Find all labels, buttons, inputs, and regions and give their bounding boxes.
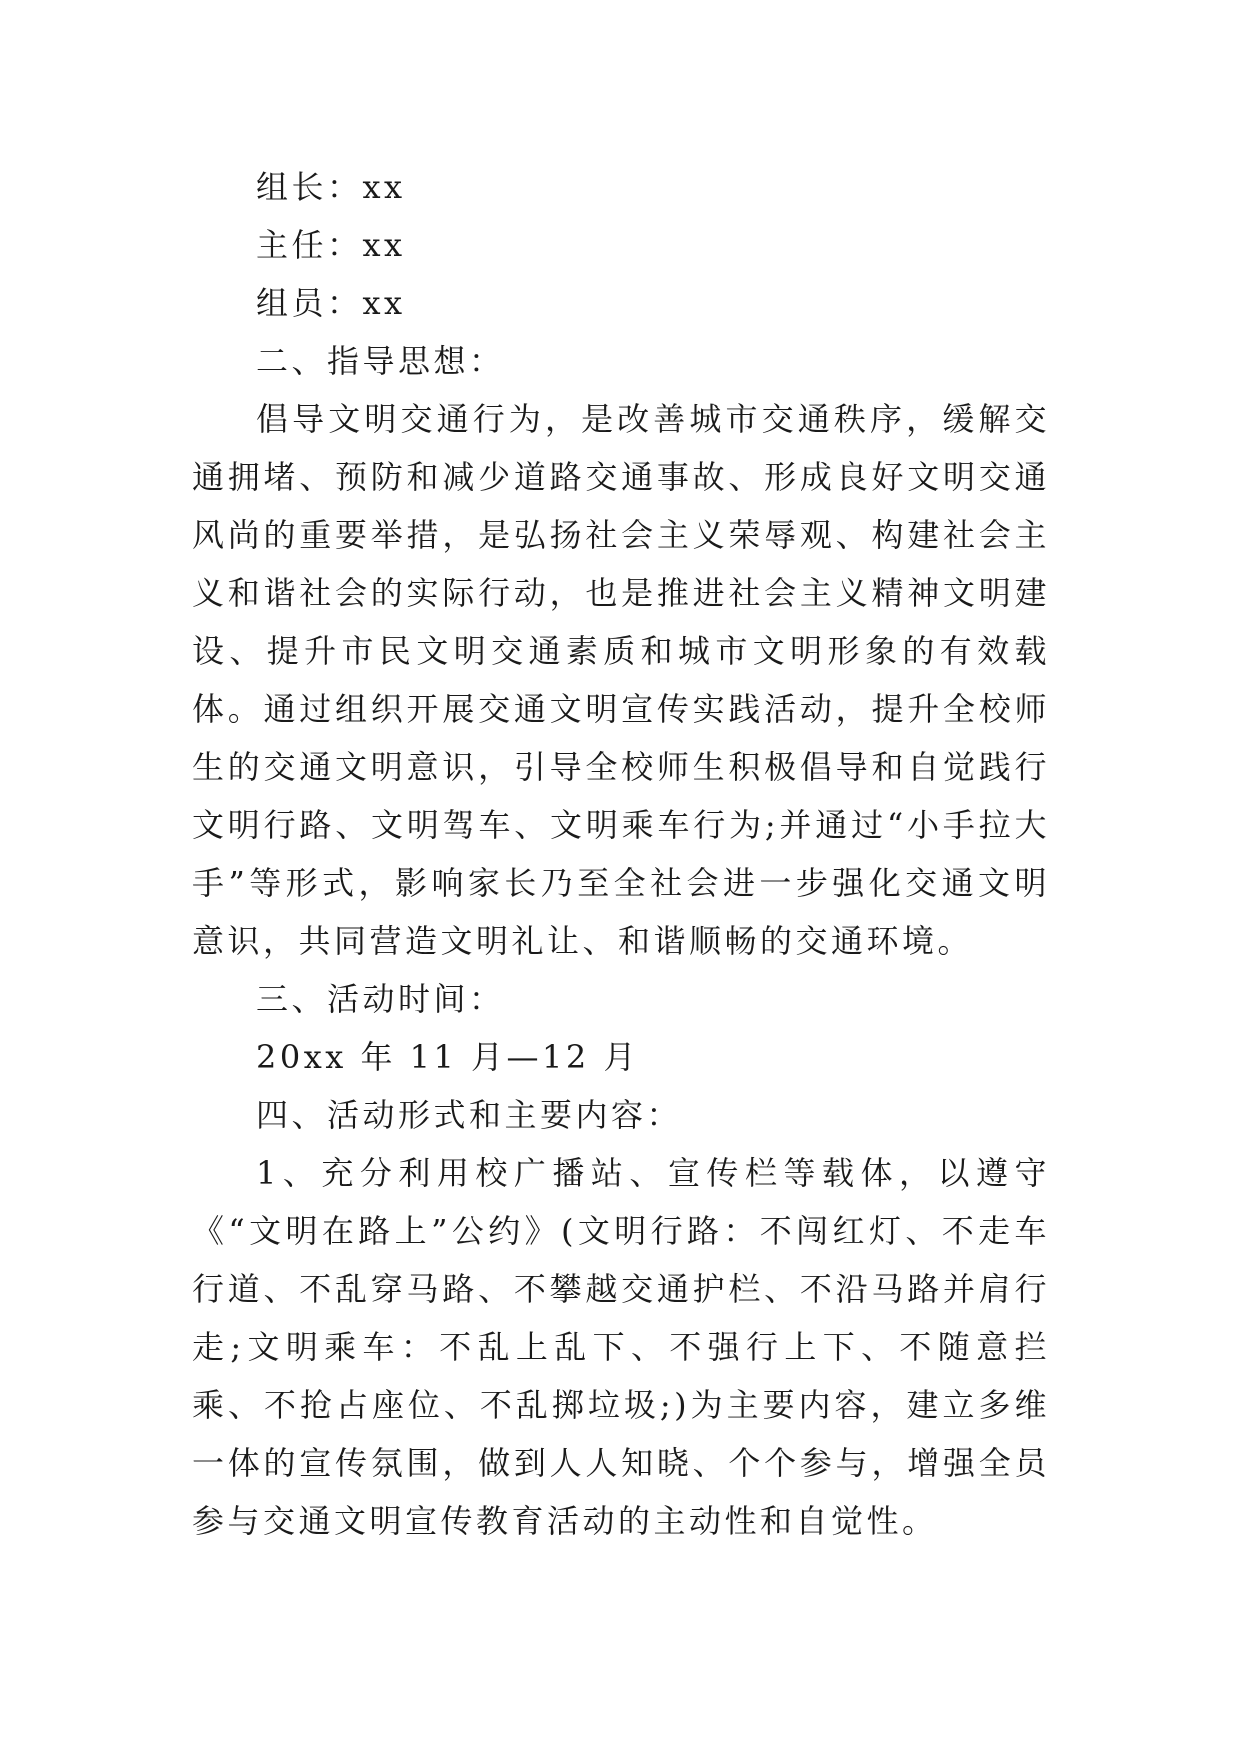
team-members-line: 组员：xx — [256, 284, 406, 322]
team-leader-line: 组长：xx — [256, 168, 406, 206]
document-body — [192, 158, 1050, 1550]
section-4-item-1: 1、充分利用校广播站、宣传栏等载体，以遵守《“文明在路上”公约》(文明行路：不闯红灯、不走车行道、不乱穿马路、不攀越交通护栏、不沿马路并肩行走;文明乘车：不乱上乱下、不强行上下、不随意拦乘、不抢占座位、不乱掷垃圾;)为主要内容，建立多维一体的宣传氛围，做到人人知晓、个个参与，增强全员参与交通文明宣传教育活动的主动性和自觉性。 — [192, 1154, 1050, 1540]
section-3-heading: 三、活动时间： — [256, 980, 505, 1018]
activity-time: 20xx 年 11 月—12 月 — [256, 1038, 639, 1076]
team-director-line: 主任：xx — [256, 226, 406, 264]
section-4-heading: 四、活动形式和主要内容： — [256, 1096, 683, 1134]
section-2-paragraph: 倡导文明交通行为，是改善城市交通秩序，缓解交通拥堵、预防和减少道路交通事故、形成良好文明交通风尚的重要举措，是弘扬社会主义荣辱观、构建社会主义和谐社会的实际行动，也是推进社会主义精神文明建设、提升市民文明交通素质和城市文明形象的有效载体。通过组织开展交通文明宣传实践活动，提升全校师生的交通文明意识，引导全校师生积极倡导和自觉践行文明行路、文明驾车、文明乘车行为;并通过“小手拉大手”等形式，影响家长乃至全社会进一步强化交通文明意识，共同营造文明礼让、和谐顺畅的交通环境。 — [192, 400, 1050, 960]
section-2-heading: 二、指导思想： — [256, 342, 505, 380]
